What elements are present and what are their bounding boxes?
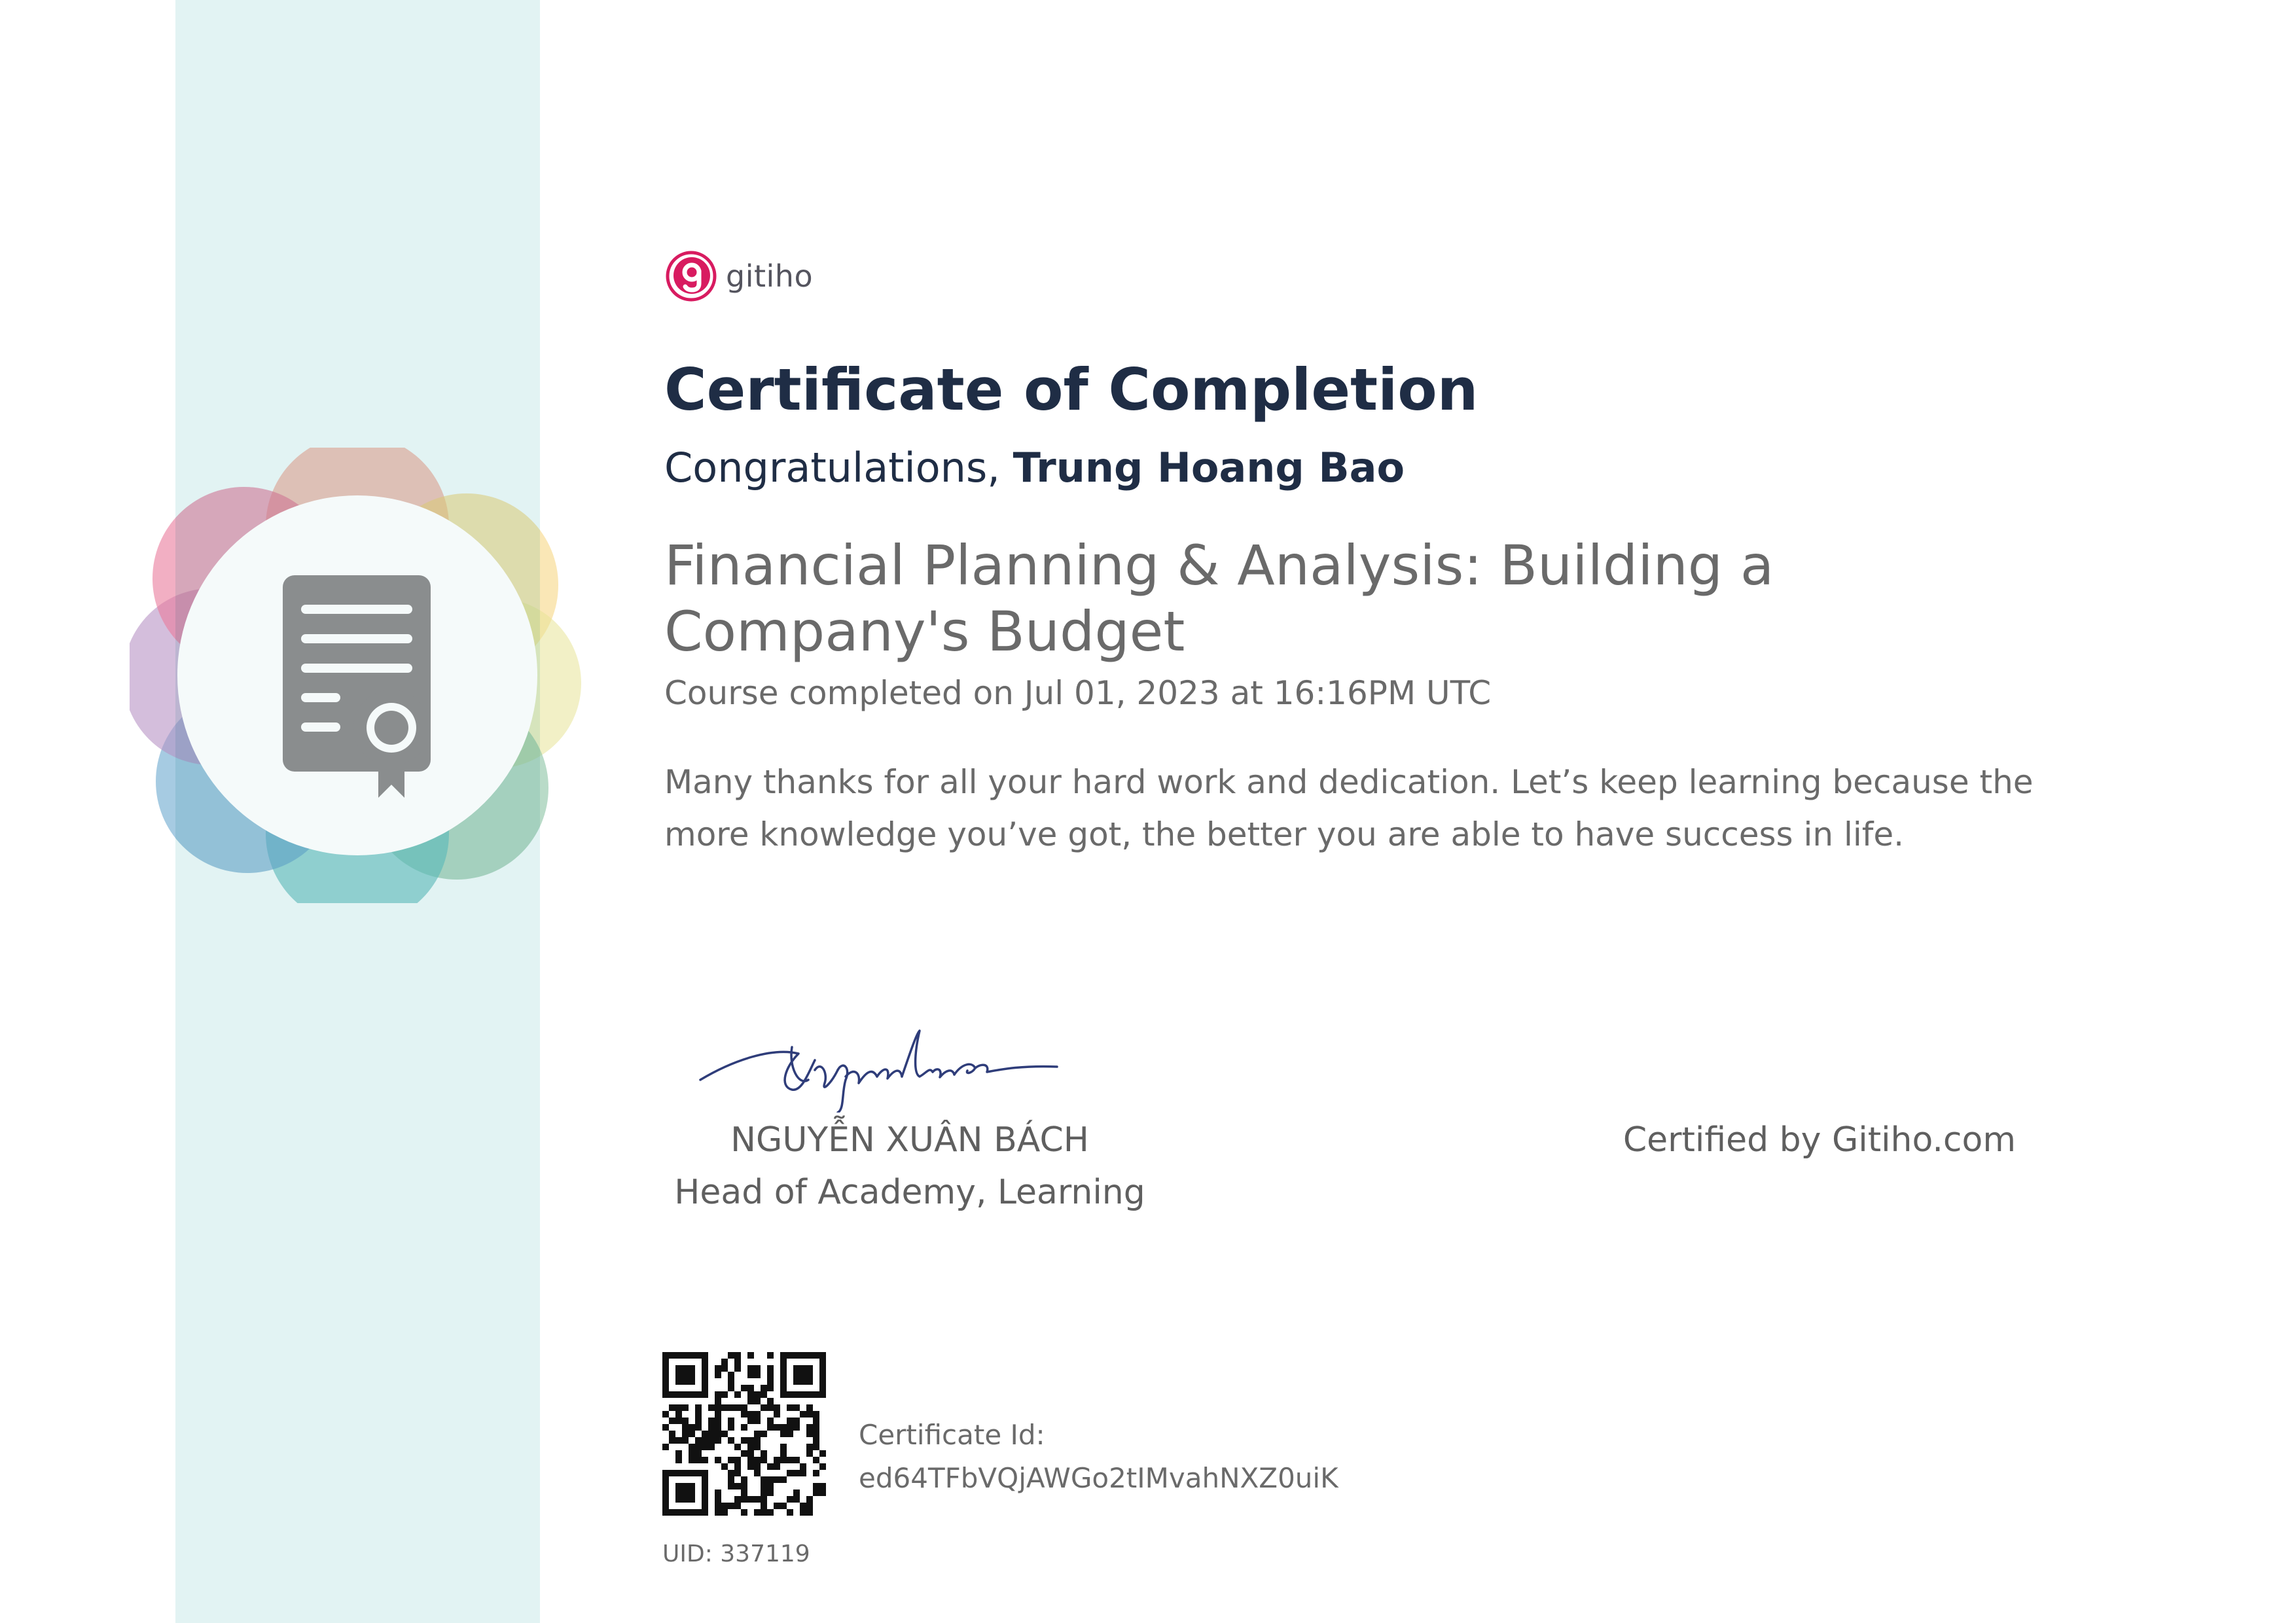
recipient-name: Trung Hoang Bao <box>1013 444 1405 491</box>
certificate-icon <box>283 575 431 798</box>
congratulations-message: Many thanks for all your hard work and dedication. Let’s keep learning because the more knowledge you’ve got, the better you are able to have success in life. <box>664 763 2034 853</box>
signer-role: Head of Academy, Learning <box>674 1173 1145 1212</box>
qr-code <box>662 1352 826 1516</box>
congratulations-line <box>664 444 1405 492</box>
course-title: Financial Planning & Analysis: Building a Company's Budget <box>664 533 1774 664</box>
uid-label: UID: 337119 <box>662 1541 810 1567</box>
certificate-badge <box>130 448 585 903</box>
congratulations-prefix: Congratulations, <box>664 444 1013 491</box>
brand-name: gitiho <box>726 259 814 294</box>
completion-date: Course completed on Jul 01, 2023 at 16:16PM UTC <box>664 674 1492 712</box>
signature-image <box>694 1021 1060 1113</box>
certified-by: Certified by Gitiho.com <box>1623 1120 2016 1160</box>
gitiho-logo <box>664 249 813 304</box>
gitiho-logo-icon <box>664 249 718 303</box>
certificate-id-label: Certificate Id: <box>859 1419 1045 1451</box>
signer-name: NGUYỄN XUÂN BÁCH <box>730 1120 1089 1160</box>
certificate-title: Certificate of Completion <box>664 356 1479 423</box>
certificate-id-value: ed64TFbVQjAWGo2tIMvahNXZ0uiK <box>859 1462 1338 1494</box>
